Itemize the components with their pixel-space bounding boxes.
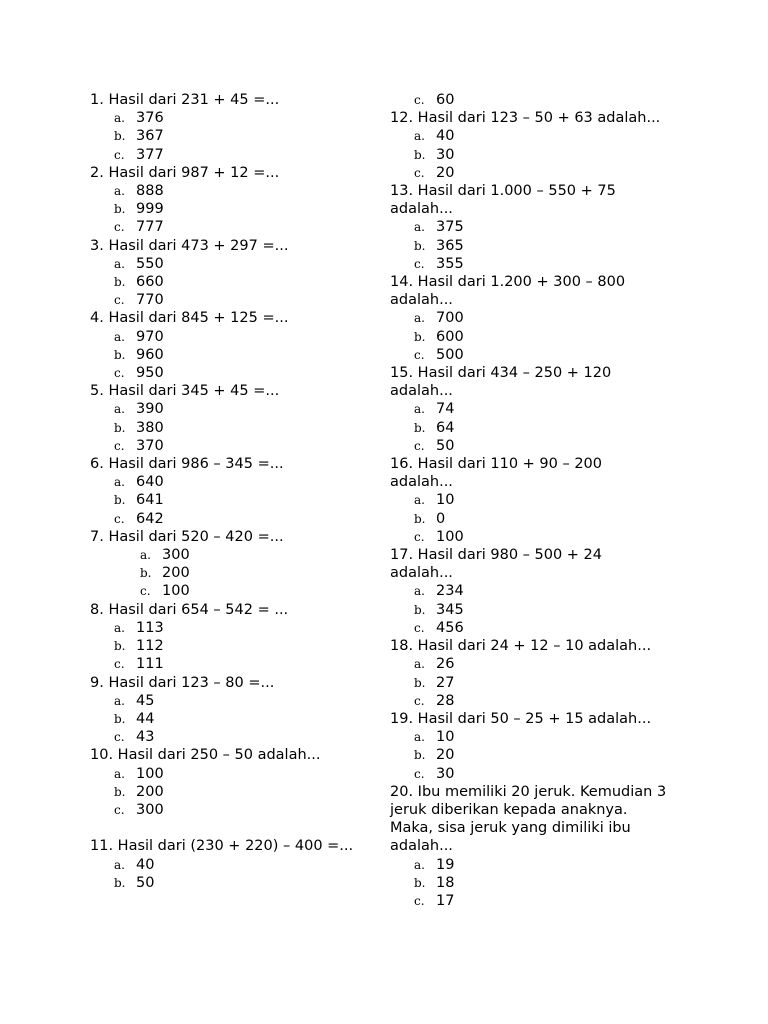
question-text: 4. Hasil dari 845 + 125 =...	[90, 310, 289, 327]
option-value: 642	[136, 510, 164, 527]
option-value: 367	[136, 128, 164, 145]
option-letter: a.	[414, 311, 425, 326]
option-value: 376	[136, 110, 164, 127]
answer-option	[390, 400, 690, 418]
answer-option	[90, 801, 380, 819]
answer-option	[90, 655, 380, 673]
option-value: 377	[136, 146, 164, 163]
answer-option	[390, 419, 690, 437]
option-value: 113	[136, 619, 164, 636]
question-text: Maka, sisa jeruk yang dimiliki ibu	[390, 820, 631, 837]
answer-option	[390, 237, 690, 255]
option-letter: b.	[414, 329, 426, 344]
question-text: 15. Hasil dari 434 – 250 + 120	[390, 365, 612, 382]
option-value: 375	[436, 219, 464, 236]
option-letter: a.	[114, 693, 125, 708]
question-text: 3. Hasil dari 473 + 297 =...	[90, 237, 289, 254]
option-letter: b.	[414, 875, 426, 890]
option-letter: a.	[114, 329, 125, 344]
option-letter: a.	[114, 256, 125, 271]
option-value: 27	[436, 674, 455, 691]
option-letter: a.	[414, 730, 425, 745]
question-text: 17. Hasil dari 980 – 500 + 24	[390, 547, 603, 564]
answer-option	[390, 674, 690, 692]
answer-option	[90, 255, 380, 273]
option-value: 19	[436, 856, 455, 873]
answer-option	[90, 291, 380, 309]
option-value: 300	[136, 801, 164, 818]
answer-option	[90, 182, 380, 200]
option-value: 500	[436, 346, 464, 363]
option-value: 44	[136, 710, 155, 727]
answer-option	[390, 309, 690, 327]
answer-option	[390, 491, 690, 509]
answer-option	[390, 582, 690, 600]
option-letter: c.	[414, 693, 425, 708]
answer-option	[90, 491, 380, 509]
option-letter: a.	[414, 402, 425, 417]
answer-option	[90, 710, 380, 728]
option-letter: c.	[414, 256, 425, 271]
option-value: 380	[136, 419, 164, 436]
option-letter: a.	[414, 857, 425, 872]
question-text: 18. Hasil dari 24 + 12 – 10 adalah...	[390, 638, 652, 655]
question-text: adalah...	[390, 292, 453, 309]
option-value: 960	[136, 346, 164, 363]
option-value: 970	[136, 328, 164, 345]
option-letter: c.	[114, 438, 125, 453]
answer-option	[390, 892, 690, 910]
option-letter: a.	[140, 548, 151, 563]
answer-option	[90, 109, 380, 127]
option-value: 660	[136, 274, 164, 291]
option-value: 600	[436, 328, 464, 345]
option-value: 640	[136, 474, 164, 491]
answer-option	[90, 728, 380, 746]
option-letter: a.	[114, 766, 125, 781]
option-value: 365	[436, 237, 464, 254]
question-text: 9. Hasil dari 123 – 80 =...	[90, 674, 275, 691]
option-value: 64	[436, 419, 455, 436]
answer-option	[90, 328, 380, 346]
question-text: 19. Hasil dari 50 – 25 + 15 adalah...	[390, 710, 652, 727]
option-letter: b.	[114, 784, 126, 799]
option-letter: b.	[114, 275, 126, 290]
answer-option	[90, 510, 380, 528]
answer-option	[90, 437, 380, 455]
option-letter: a.	[114, 184, 125, 199]
answer-option	[90, 783, 380, 801]
answer-option	[90, 146, 380, 164]
question-text: 16. Hasil dari 110 + 90 – 200	[390, 456, 603, 473]
option-letter: a.	[114, 475, 125, 490]
answer-option	[90, 765, 380, 783]
answer-option	[90, 473, 380, 491]
option-letter: c.	[414, 347, 425, 362]
option-letter: b.	[414, 675, 426, 690]
option-value: 0	[436, 510, 446, 527]
question-text: adalah...	[390, 201, 453, 218]
answer-option	[90, 564, 380, 582]
answer-option	[390, 218, 690, 236]
answer-option	[90, 582, 380, 600]
question-text: 10. Hasil dari 250 – 50 adalah...	[90, 747, 321, 764]
option-value: 112	[136, 638, 164, 655]
option-value: 17	[436, 892, 455, 909]
answer-option	[90, 346, 380, 364]
option-value: 390	[136, 401, 164, 418]
question-column-right	[390, 91, 690, 910]
answer-option	[390, 328, 690, 346]
option-letter: b.	[114, 875, 126, 890]
option-value: 74	[436, 401, 455, 418]
option-letter: c.	[414, 93, 425, 107]
option-value: 10	[436, 492, 455, 509]
option-value: 200	[162, 565, 190, 582]
option-letter: a.	[114, 402, 125, 417]
answer-option	[390, 746, 690, 764]
option-letter: b.	[114, 129, 126, 144]
option-letter: b.	[414, 602, 426, 617]
option-value: 30	[436, 146, 455, 163]
option-letter: c.	[114, 293, 125, 308]
question-text: 11. Hasil dari (230 + 220) – 400 =...	[90, 838, 354, 855]
question-text: 12. Hasil dari 123 – 50 + 63 adalah...	[390, 110, 661, 127]
option-letter: b.	[114, 639, 126, 654]
answer-option	[390, 874, 690, 892]
option-value: 60	[436, 92, 455, 108]
answer-option	[390, 728, 690, 746]
option-value: 18	[436, 874, 455, 891]
option-letter: c.	[114, 220, 125, 235]
answer-option	[390, 255, 690, 273]
answer-option	[390, 437, 690, 455]
option-letter: c.	[414, 438, 425, 453]
option-value: 40	[436, 128, 455, 145]
option-letter: b.	[414, 511, 426, 526]
option-value: 345	[436, 601, 464, 618]
option-letter: a.	[414, 493, 425, 508]
option-value: 999	[136, 201, 164, 218]
answer-option	[90, 692, 380, 710]
question-text: 8. Hasil dari 654 – 542 = ...	[90, 601, 289, 618]
option-value: 300	[162, 547, 190, 564]
option-letter: b.	[414, 238, 426, 253]
answer-option	[90, 546, 380, 564]
option-letter: c.	[114, 657, 125, 672]
option-value: 100	[136, 765, 164, 782]
option-letter: c.	[140, 584, 151, 599]
option-value: 50	[136, 874, 155, 891]
option-value: 45	[136, 692, 155, 709]
option-value: 550	[136, 255, 164, 272]
option-letter: b.	[114, 420, 126, 435]
option-letter: b.	[414, 147, 426, 162]
option-value: 770	[136, 292, 164, 309]
question-text: jeruk diberikan kepada anaknya.	[390, 801, 628, 818]
question-text: adalah...	[390, 474, 453, 491]
option-letter: a.	[114, 857, 125, 872]
option-value: 641	[136, 492, 164, 509]
option-letter: a.	[114, 111, 125, 126]
option-letter: b.	[140, 566, 152, 581]
option-value: 234	[436, 583, 464, 600]
answer-option	[90, 218, 380, 236]
option-value: 30	[436, 765, 455, 782]
question-text: 1. Hasil dari 231 + 45 =...	[90, 92, 280, 108]
option-letter: b.	[114, 493, 126, 508]
option-value: 10	[436, 729, 455, 746]
option-letter: b.	[114, 711, 126, 726]
option-value: 40	[136, 856, 155, 873]
option-letter: a.	[414, 220, 425, 235]
question-text: 20. Ibu memiliki 20 jeruk. Kemudian 3	[390, 783, 667, 800]
option-value: 43	[136, 729, 155, 746]
option-letter: c.	[414, 529, 425, 544]
question-text: adalah...	[390, 383, 453, 400]
question-text: 7. Hasil dari 520 – 420 =...	[90, 528, 284, 545]
answer-option	[390, 127, 690, 145]
option-value: 370	[136, 437, 164, 454]
option-letter: a.	[414, 657, 425, 672]
blank-line	[90, 819, 380, 837]
answer-option	[390, 655, 690, 673]
option-value: 355	[436, 255, 464, 272]
question-text: 13. Hasil dari 1.000 – 550 + 75	[390, 183, 616, 200]
answer-option	[390, 91, 690, 109]
option-value: 200	[136, 783, 164, 800]
option-letter: c.	[414, 165, 425, 180]
option-value: 28	[436, 692, 455, 709]
question-text: adalah...	[390, 838, 453, 855]
question-text: 14. Hasil dari 1.200 + 300 – 800	[390, 274, 626, 291]
option-value: 777	[136, 219, 164, 236]
question-text: 2. Hasil dari 987 + 12 =...	[90, 164, 280, 181]
answer-option	[90, 400, 380, 418]
answer-option	[90, 127, 380, 145]
answer-option	[390, 601, 690, 619]
answer-option	[390, 510, 690, 528]
answer-option	[390, 528, 690, 546]
question-text: 6. Hasil dari 986 – 345 =...	[90, 456, 284, 473]
option-value: 111	[136, 656, 164, 673]
option-letter: b.	[114, 202, 126, 217]
option-letter: c.	[114, 366, 125, 381]
question-text: 5. Hasil dari 345 + 45 =...	[90, 383, 280, 400]
option-letter: c.	[114, 147, 125, 162]
option-letter: b.	[414, 420, 426, 435]
answer-option	[90, 419, 380, 437]
option-value: 20	[436, 747, 455, 764]
answer-option	[390, 164, 690, 182]
option-letter: c.	[414, 620, 425, 635]
option-value: 100	[436, 528, 464, 545]
answer-option	[390, 692, 690, 710]
option-letter: c.	[414, 766, 425, 781]
answer-option	[390, 619, 690, 637]
option-value: 950	[136, 365, 164, 382]
option-letter: b.	[114, 347, 126, 362]
answer-option	[90, 364, 380, 382]
answer-option	[390, 765, 690, 783]
question-column-left	[90, 91, 380, 892]
answer-option	[90, 619, 380, 637]
answer-option	[390, 146, 690, 164]
option-value: 100	[162, 583, 190, 600]
option-letter: c.	[114, 730, 125, 745]
answer-option	[90, 856, 380, 874]
option-value: 888	[136, 183, 164, 200]
option-value: 20	[436, 164, 455, 181]
answer-option	[390, 346, 690, 364]
answer-option	[390, 856, 690, 874]
option-value: 700	[436, 310, 464, 327]
option-letter: c.	[114, 802, 125, 817]
answer-option	[90, 273, 380, 291]
option-value: 26	[436, 656, 455, 673]
option-letter: a.	[114, 620, 125, 635]
question-text: adalah...	[390, 565, 453, 582]
option-letter: b.	[414, 748, 426, 763]
option-value: 456	[436, 619, 464, 636]
option-letter: c.	[414, 893, 425, 908]
option-value: 50	[436, 437, 455, 454]
option-letter: a.	[414, 584, 425, 599]
option-letter: a.	[414, 129, 425, 144]
answer-option	[90, 200, 380, 218]
option-letter: c.	[114, 511, 125, 526]
answer-option	[90, 874, 380, 892]
answer-option	[90, 637, 380, 655]
